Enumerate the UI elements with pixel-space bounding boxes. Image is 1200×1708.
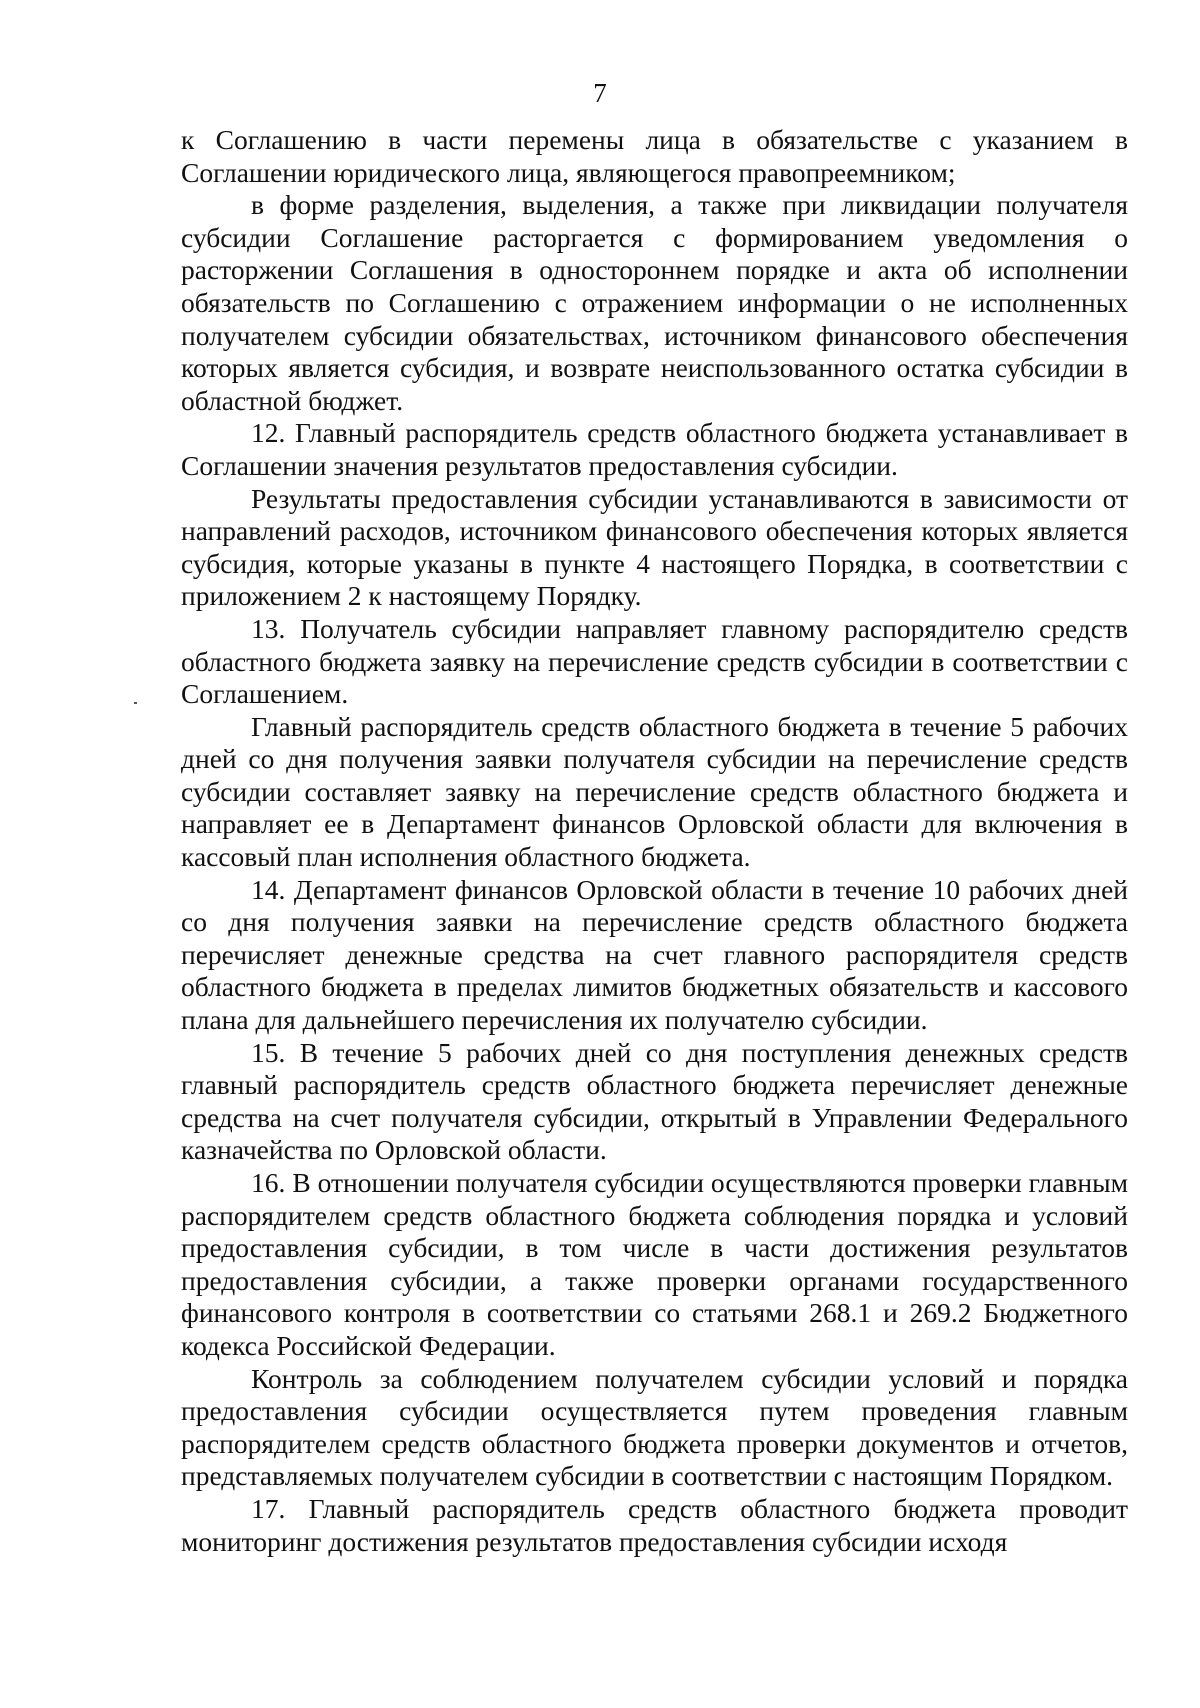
margin-mark	[134, 702, 137, 704]
paragraph-continuation: к Соглашению в части перемены лица в обязательстве с указанием в Соглашении юридического лица, являющегося правопреемником;	[181, 124, 1128, 188]
paragraph-item-12: 12. Главный распорядитель средств областного бюджета устанавливает в Соглашении значения результатов предоставления субсидии.	[181, 417, 1128, 481]
paragraph-item-16: 16. В отношении получателя субсидии осуществляются проверки главным распорядителем средств областного бюджета соблюдения порядка и условий предоставления субсидии, в том числе в части достижения результатов предоставления субсидии, а также проверки органами государственного финансового контроля в соответствии со статьями 268.1 и 269.2 Бюджетного кодекса Российской Федерации.	[181, 1167, 1128, 1361]
document-body	[181, 124, 1128, 1558]
page-number: 7	[593, 78, 607, 108]
paragraph-item-14: 14. Департамент финансов Орловской области в течение 10 рабочих дней со дня получения заявки на перечисление средств областного бюджета перечисляет денежные средства на счет главного распорядителя средств областного бюджета в пределах лимитов бюджетных обязательств и кассового плана для дальнейшего перечисления их получателю субсидии.	[181, 873, 1128, 1036]
paragraph-item-17: 17. Главный распорядитель средств областного бюджета проводит мониторинг достижения результатов предоставления субсидии исходя	[181, 1492, 1128, 1557]
paragraph: в форме разделения, выделения, а также при ликвидации получателя субсидии Соглашение расторгается с формированием уведомления о расторжении Соглашения в одностороннем порядке и акта об исполнении обязательств по Соглашению с отражением информации о не исполненных получателем субсидии обязательствах, источником финансового обеспечения которых является субсидия, и возврате неиспользованного остатка субсидии в областной бюджет.	[181, 189, 1128, 416]
paragraph: Контроль за соблюдением получателем субсидии условий и порядка предоставления субсидии осуществляется путем проведения главным распорядителем средств областного бюджета проверки документов и отчетов, представляемых получателем субсидии в соответствии с настоящим Порядком.	[181, 1362, 1128, 1492]
paragraph-item-15: 15. В течение 5 рабочих дней со дня поступления денежных средств главный распорядитель средств областного бюджета перечисляет денежные средства на счет получателя субсидии, открытый в Управлении Федерального казначейства по Орловской области.	[181, 1036, 1128, 1166]
paragraph-item-13: 13. Получатель субсидии направляет главному распорядителю средств областного бюджета заявку на перечисление средств субсидии в соответствии с Соглашением.	[181, 612, 1128, 710]
paragraph: Главный распорядитель средств областного бюджета в течение 5 рабочих дней со дня получения заявки получателя субсидии на перечисление средств субсидии составляет заявку на перечисление средств областного бюджета и направляет ее в Департамент финансов Орловской области для включения в кассовый план исполнения областного бюджета.	[181, 710, 1128, 873]
paragraph: Результаты предоставления субсидии устанавливаются в зависимости от направлений расходов, источником финансового обеспечения которых является субсидия, которые указаны в пункте 4 настоящего Порядка, в соответствии с приложением 2 к настоящему Порядку.	[181, 482, 1128, 612]
